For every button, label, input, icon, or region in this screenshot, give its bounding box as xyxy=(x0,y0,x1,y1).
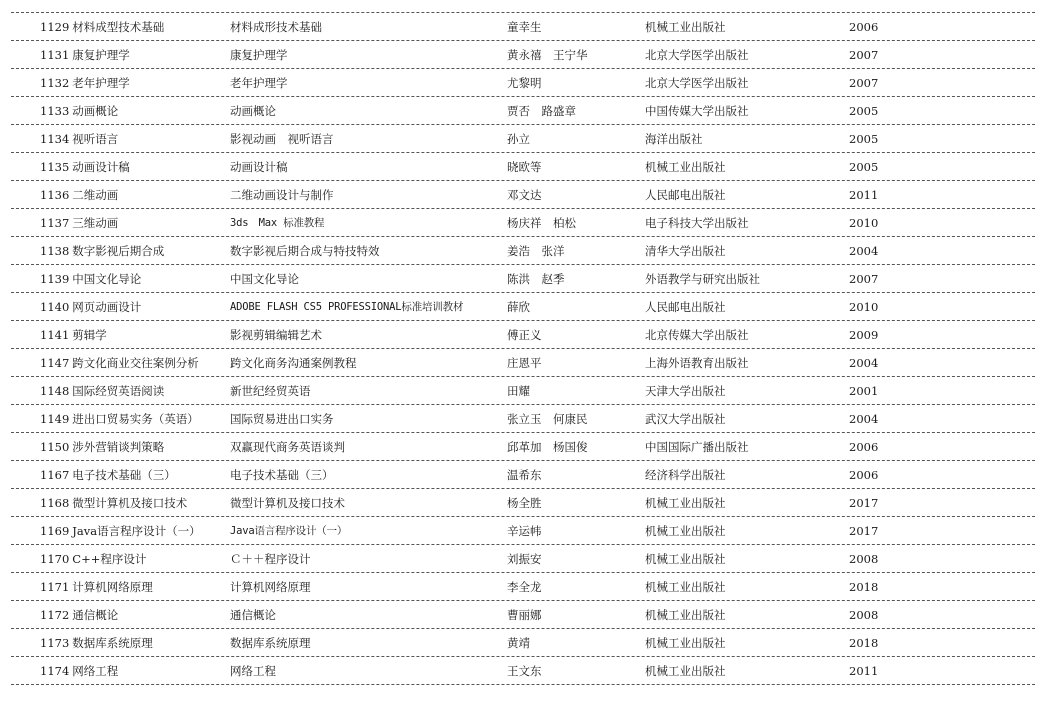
textbook-title: 跨文化商务沟通案例教程 xyxy=(230,356,357,370)
author: 晓欧等 xyxy=(507,160,542,174)
textbook-title: 国际贸易进出口实务 xyxy=(230,412,334,426)
textbook-title: Ｃ＋＋程序设计 xyxy=(230,552,311,566)
publication-year: 2011 xyxy=(849,188,879,202)
publisher: 清华大学出版社 xyxy=(645,244,726,258)
table-row xyxy=(11,69,1035,97)
table-row xyxy=(11,629,1035,657)
table-row xyxy=(11,293,1035,321)
table-row xyxy=(11,237,1035,265)
course-name: 数字影视后期合成 xyxy=(72,244,165,258)
table-row xyxy=(11,181,1035,209)
publisher: 武汉大学出版社 xyxy=(645,412,726,426)
publication-year: 2008 xyxy=(849,608,879,622)
course-name: 微型计算机及接口技术 xyxy=(72,496,188,510)
textbook-title: 影视剪辑编辑艺术 xyxy=(230,328,322,342)
textbook-title: ADOBE FLASH CS5 PROFESSIONAL标准培训教材 xyxy=(230,301,464,313)
course-name: 中国文化导论 xyxy=(72,272,142,286)
course-code: 1129 xyxy=(40,20,70,34)
author: 庄恩平 xyxy=(507,356,542,370)
publisher: 北京大学医学出版社 xyxy=(645,48,749,62)
course-name: 跨文化商业交往案例分析 xyxy=(72,356,199,370)
course-code: 1150 xyxy=(40,440,70,454)
course-cell xyxy=(40,294,228,321)
author: 傅正义 xyxy=(507,328,542,342)
publication-year: 2009 xyxy=(849,328,879,342)
course-cell xyxy=(40,210,228,237)
course-code: 1147 xyxy=(40,356,70,370)
table-row xyxy=(11,405,1035,433)
course-name: 动画设计稿 xyxy=(72,160,130,174)
course-code: 1131 xyxy=(40,48,70,62)
publication-year: 2017 xyxy=(849,496,879,510)
course-cell xyxy=(40,574,228,601)
course-name: 动画概论 xyxy=(72,104,119,118)
table-row xyxy=(11,545,1035,573)
table-row xyxy=(11,209,1035,237)
author: 曹丽娜 xyxy=(507,608,542,622)
author: 薛欣 xyxy=(507,300,530,314)
course-name: 二维动画 xyxy=(72,188,119,202)
publisher: 上海外语教育出版社 xyxy=(645,356,749,370)
course-name: 网页动画设计 xyxy=(72,300,142,314)
publisher: 机械工业出版社 xyxy=(645,552,726,566)
textbook-title: 影视动画 视听语言 xyxy=(230,132,334,146)
table-row xyxy=(11,433,1035,461)
textbook-title: 电子技术基础（三） xyxy=(230,468,334,482)
table-row xyxy=(11,97,1035,125)
table-row xyxy=(11,377,1035,405)
course-code: 1137 xyxy=(40,216,70,230)
course-code: 1135 xyxy=(40,160,70,174)
publication-year: 2007 xyxy=(849,76,879,90)
course-name: 涉外营销谈判策略 xyxy=(72,440,165,454)
course-cell xyxy=(40,238,228,265)
course-code: 1149 xyxy=(40,412,70,426)
publication-year: 2001 xyxy=(849,384,879,398)
author: 张立玉 何康民 xyxy=(507,412,588,426)
textbook-table xyxy=(11,12,1035,685)
textbook-title: 老年护理学 xyxy=(230,76,288,90)
publication-year: 2018 xyxy=(849,580,879,594)
publication-year: 2006 xyxy=(849,468,879,482)
table-row xyxy=(11,265,1035,293)
course-name: 材料成型技术基础 xyxy=(72,20,165,34)
author: 刘振安 xyxy=(507,552,542,566)
table-row xyxy=(11,489,1035,517)
textbook-title: 微型计算机及接口技术 xyxy=(230,496,345,510)
course-name: 老年护理学 xyxy=(72,76,130,90)
table-row xyxy=(11,321,1035,349)
publisher: 机械工业出版社 xyxy=(645,524,726,538)
author: 孙立 xyxy=(507,132,530,146)
table-row xyxy=(11,349,1035,377)
textbook-title: 康复护理学 xyxy=(230,48,288,62)
course-code: 1169 xyxy=(40,524,70,538)
publisher: 机械工业出版社 xyxy=(645,664,726,678)
author: 田耀 xyxy=(507,384,530,398)
course-cell xyxy=(40,126,228,153)
course-code: 1174 xyxy=(40,664,70,678)
publication-year: 2010 xyxy=(849,216,879,230)
textbook-title: 材料成形技术基础 xyxy=(230,20,322,34)
author: 黄永禧 王宁华 xyxy=(507,48,588,62)
course-code: 1140 xyxy=(40,300,70,314)
table-row xyxy=(11,573,1035,601)
publisher: 机械工业出版社 xyxy=(645,608,726,622)
course-cell xyxy=(40,434,228,461)
course-cell xyxy=(40,154,228,181)
author: 姜浩 张洋 xyxy=(507,244,565,258)
course-cell xyxy=(40,350,228,377)
publication-year: 2004 xyxy=(849,244,879,258)
table-row xyxy=(11,601,1035,629)
textbook-title: 数据库系统原理 xyxy=(230,636,311,650)
course-name: 数据库系统原理 xyxy=(72,636,153,650)
publisher: 经济科学出版社 xyxy=(645,468,726,482)
course-code: 1171 xyxy=(40,580,70,594)
publisher: 中国传媒大学出版社 xyxy=(645,104,749,118)
author: 童幸生 xyxy=(507,20,542,34)
course-code: 1148 xyxy=(40,384,70,398)
publication-year: 2008 xyxy=(849,552,879,566)
publication-year: 2018 xyxy=(849,636,879,650)
course-code: 1172 xyxy=(40,608,70,622)
author: 杨庆祥 柏松 xyxy=(507,216,576,230)
course-code: 1134 xyxy=(40,132,70,146)
course-cell xyxy=(40,518,228,545)
publisher: 北京大学医学出版社 xyxy=(645,76,749,90)
course-cell xyxy=(40,322,228,349)
author: 杨全胜 xyxy=(507,496,542,510)
publisher: 天津大学出版社 xyxy=(645,384,726,398)
publisher: 人民邮电出版社 xyxy=(645,188,726,202)
table-row xyxy=(11,125,1035,153)
course-cell xyxy=(40,546,228,573)
course-cell xyxy=(40,602,228,629)
publisher: 机械工业出版社 xyxy=(645,636,726,650)
course-name: 康复护理学 xyxy=(72,48,130,62)
course-code: 1173 xyxy=(40,636,70,650)
publication-year: 2017 xyxy=(849,524,879,538)
publication-year: 2004 xyxy=(849,412,879,426)
course-name: 计算机网络原理 xyxy=(72,580,153,594)
course-cell xyxy=(40,490,228,517)
publication-year: 2005 xyxy=(849,104,879,118)
textbook-title: 二维动画设计与制作 xyxy=(230,188,334,202)
publisher: 北京传媒大学出版社 xyxy=(645,328,749,342)
textbook-title: 网络工程 xyxy=(230,664,276,678)
table-row xyxy=(11,41,1035,69)
publication-year: 2005 xyxy=(849,160,879,174)
author: 尤黎明 xyxy=(507,76,542,90)
author: 陈洪 赵季 xyxy=(507,272,565,286)
course-cell xyxy=(40,14,228,41)
course-name: 网络工程 xyxy=(72,664,119,678)
author: 邱革加 杨国俊 xyxy=(507,440,588,454)
course-cell xyxy=(40,266,228,293)
course-code: 1141 xyxy=(40,328,70,342)
publisher: 机械工业出版社 xyxy=(645,160,726,174)
author: 贾否 路盛章 xyxy=(507,104,576,118)
course-code: 1170 xyxy=(40,552,70,566)
publication-year: 2007 xyxy=(849,272,879,286)
author: 王文东 xyxy=(507,664,542,678)
publication-year: 2004 xyxy=(849,356,879,370)
textbook-title: 动画设计稿 xyxy=(230,160,288,174)
publisher: 电子科技大学出版社 xyxy=(645,216,749,230)
course-name: 剪辑学 xyxy=(72,328,107,342)
course-cell xyxy=(40,378,228,405)
textbook-title: 双赢现代商务英语谈判 xyxy=(230,440,345,454)
course-cell xyxy=(40,630,228,657)
textbook-title: 数字影视后期合成与特技特效 xyxy=(230,244,380,258)
publication-year: 2006 xyxy=(849,20,879,34)
textbook-title: 新世纪经贸英语 xyxy=(230,384,311,398)
course-name: 通信概论 xyxy=(72,608,119,622)
author: 邓文达 xyxy=(507,188,542,202)
course-code: 1139 xyxy=(40,272,70,286)
course-code: 1167 xyxy=(40,468,70,482)
course-name: C++程序设计 xyxy=(72,552,147,566)
course-name: 三维动画 xyxy=(72,216,119,230)
course-code: 1133 xyxy=(40,104,70,118)
table-row xyxy=(11,13,1035,41)
author: 辛运帏 xyxy=(507,524,542,538)
publication-year: 2007 xyxy=(849,48,879,62)
textbook-title: 3ds Max 标准教程 xyxy=(230,217,325,229)
textbook-title: 动画概论 xyxy=(230,104,276,118)
course-cell xyxy=(40,658,228,685)
publisher: 机械工业出版社 xyxy=(645,580,726,594)
course-name: 视听语言 xyxy=(72,132,119,146)
publisher: 外语教学与研究出版社 xyxy=(645,272,760,286)
textbook-title: 通信概论 xyxy=(230,608,276,622)
course-code: 1168 xyxy=(40,496,70,510)
textbook-title: 中国文化导论 xyxy=(230,272,299,286)
course-cell xyxy=(40,42,228,69)
course-code: 1136 xyxy=(40,188,70,202)
course-cell xyxy=(40,406,228,433)
table-row xyxy=(11,517,1035,545)
course-cell xyxy=(40,182,228,209)
author: 黄靖 xyxy=(507,636,530,650)
publisher: 机械工业出版社 xyxy=(645,496,726,510)
textbook-title: 计算机网络原理 xyxy=(230,580,311,594)
publisher: 中国国际广播出版社 xyxy=(645,440,749,454)
publisher: 人民邮电出版社 xyxy=(645,300,726,314)
course-name: 国际经贸英语阅读 xyxy=(72,384,165,398)
course-name: 电子技术基础（三） xyxy=(72,468,176,482)
author: 温希东 xyxy=(507,468,542,482)
table-row xyxy=(11,153,1035,181)
table-row xyxy=(11,657,1035,685)
author: 李全龙 xyxy=(507,580,542,594)
course-name: Java语言程序设计（一） xyxy=(72,524,201,538)
publication-year: 2006 xyxy=(849,440,879,454)
course-name: 进出口贸易实务（英语） xyxy=(72,412,199,426)
course-cell xyxy=(40,98,228,125)
textbook-title: Java语言程序设计（一） xyxy=(230,525,348,537)
course-cell xyxy=(40,70,228,97)
course-code: 1132 xyxy=(40,76,70,90)
course-code: 1138 xyxy=(40,244,70,258)
course-cell xyxy=(40,462,228,489)
publication-year: 2005 xyxy=(849,132,879,146)
publisher: 机械工业出版社 xyxy=(645,20,726,34)
publication-year: 2010 xyxy=(849,300,879,314)
table-row xyxy=(11,461,1035,489)
publication-year: 2011 xyxy=(849,664,879,678)
publisher: 海洋出版社 xyxy=(645,132,703,146)
